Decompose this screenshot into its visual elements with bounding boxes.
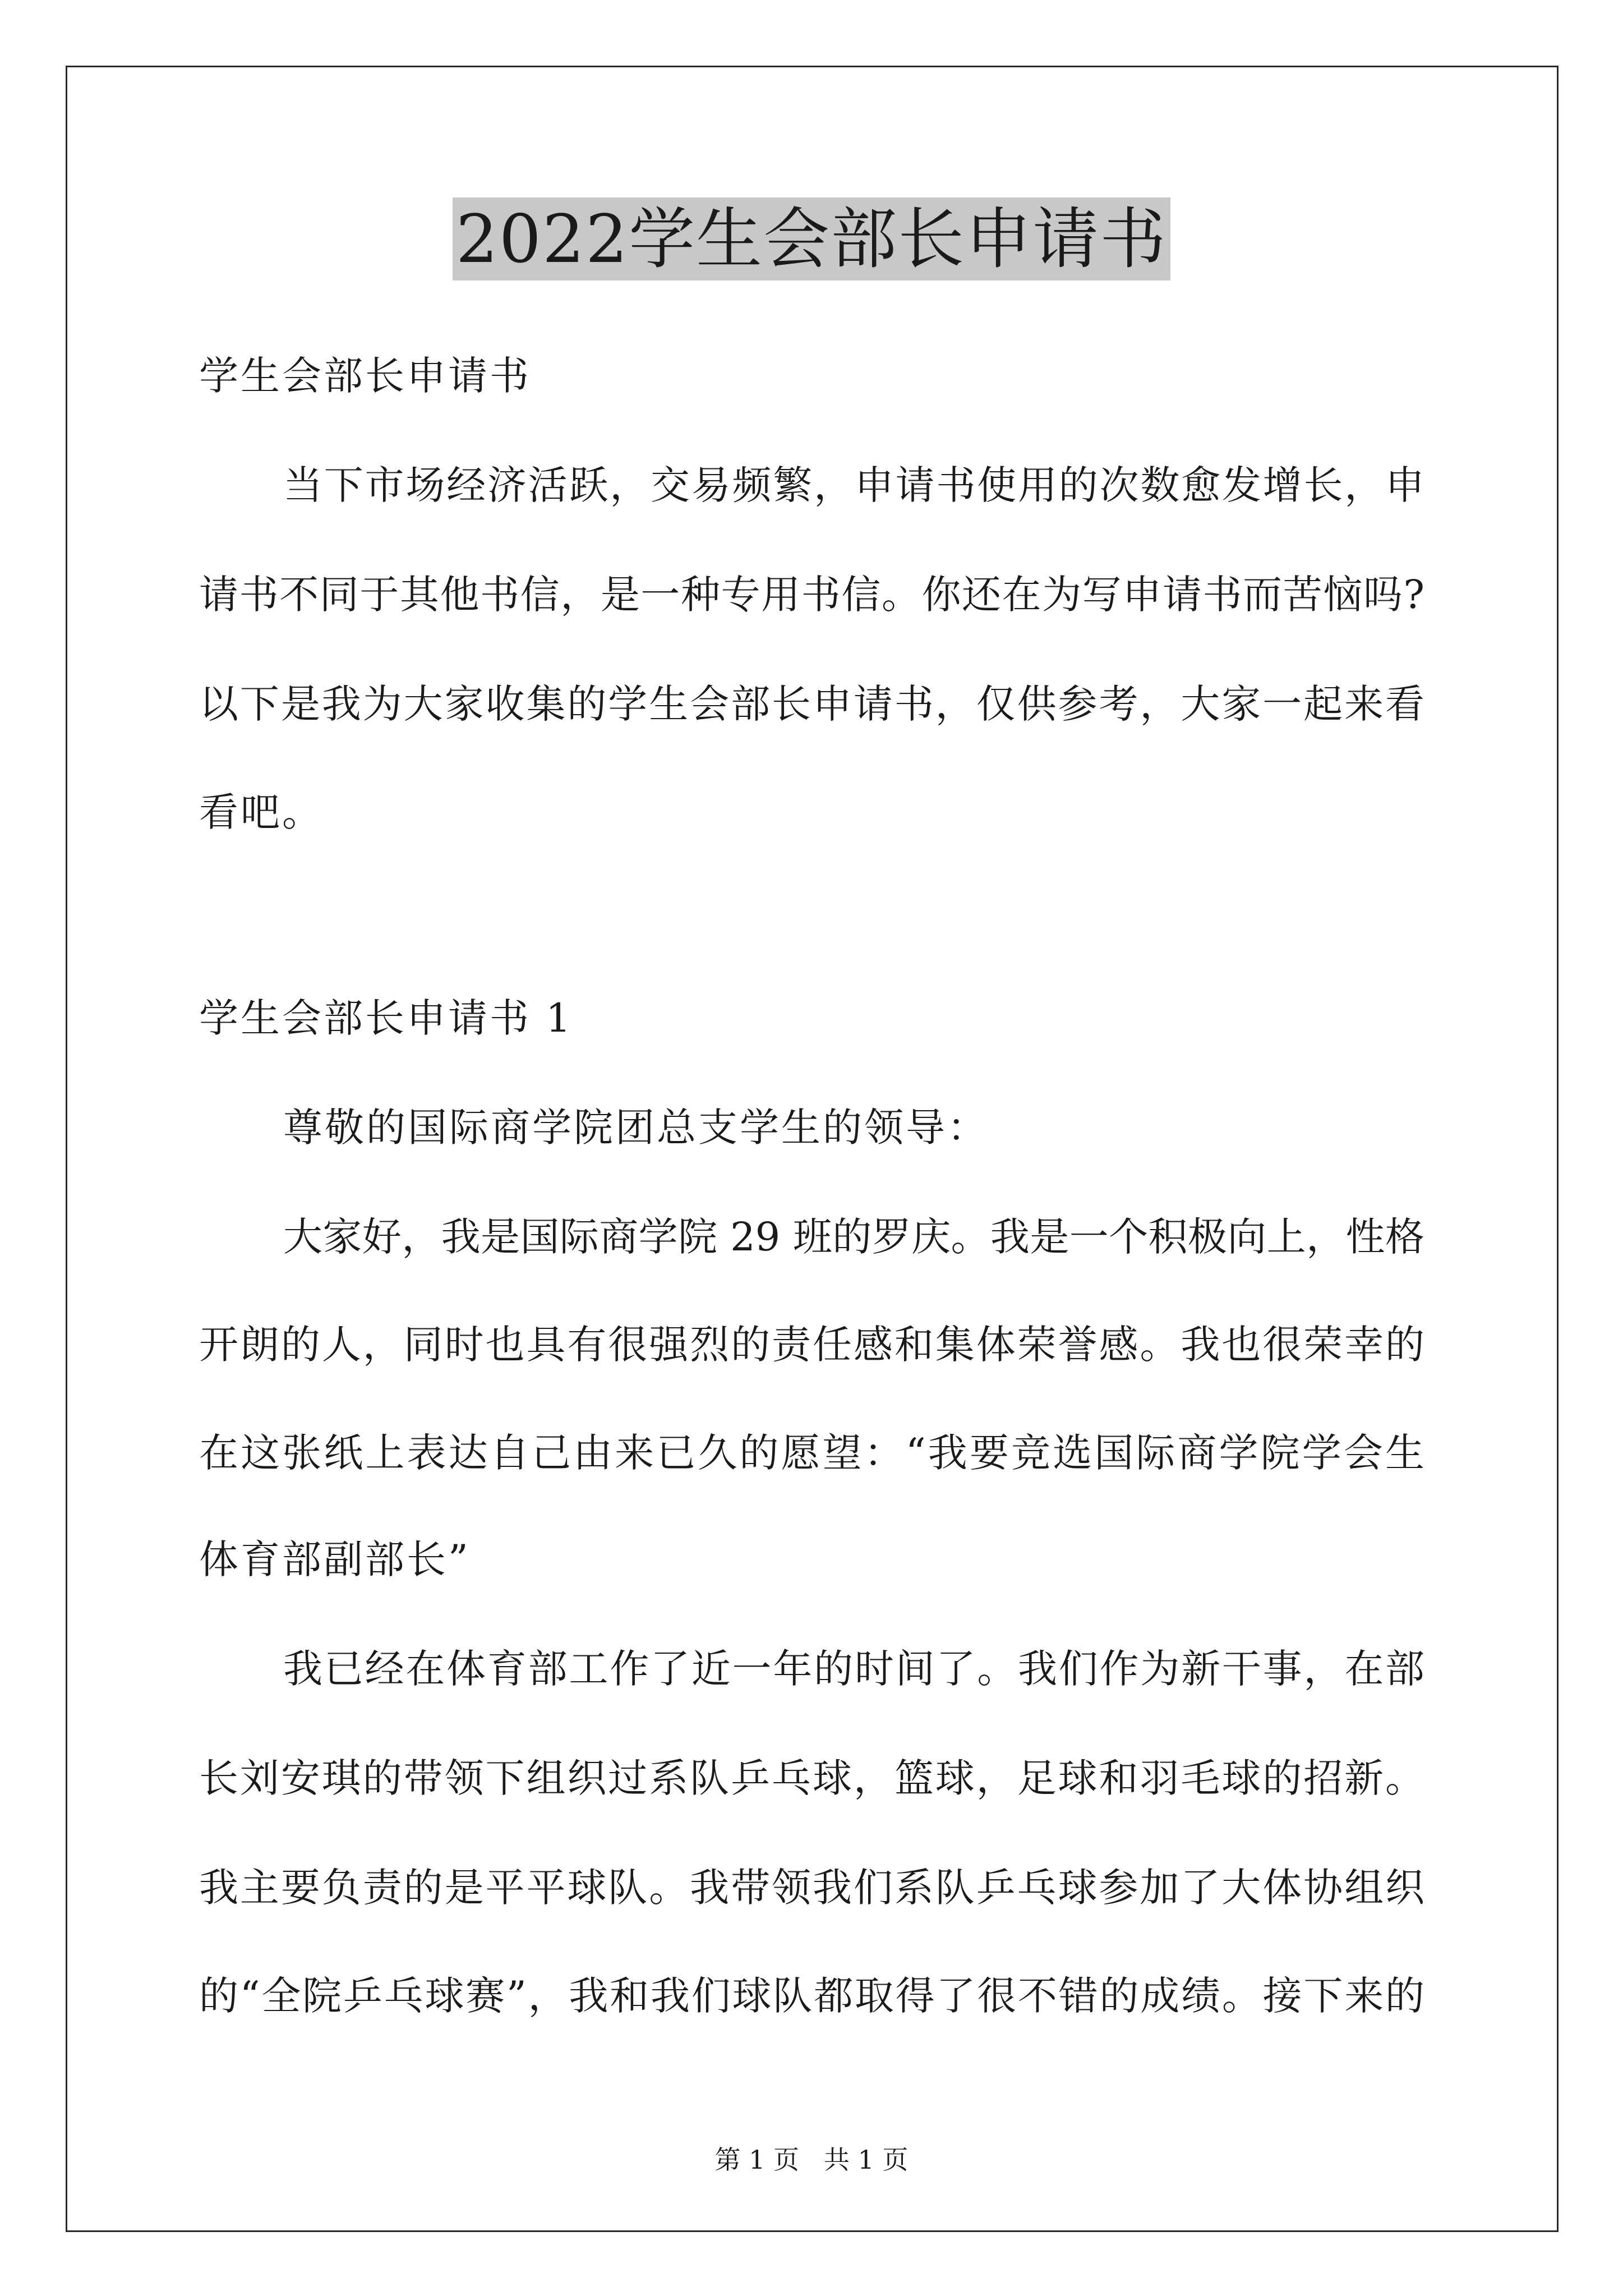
paragraph-line: 当下市场经济活跃，交易频繁，申请书使用的次数愈发增长，申 — [283, 462, 1424, 508]
paragraph-line: 的“全院乒乓球赛”，我和我们球队都取得了很不错的成绩。接下来的 — [199, 1973, 1424, 2019]
paragraph-line: 以下是我为大家收集的学生会部长申请书，仅供参考，大家一起来看 — [199, 681, 1424, 727]
paragraph-line: 在这张纸上表达自己由来已久的愿望：“我要竞选国际商学院学会生 — [199, 1430, 1424, 1476]
title-container — [0, 197, 1623, 280]
paragraph-line: 看吧。 — [199, 789, 324, 835]
paragraph-line: 长刘安琪的带领下组织过系队乒乓球，篮球，足球和羽毛球的招新。 — [199, 1755, 1424, 1801]
paragraph-line: 我已经在体育部工作了近一年的时间了。我们作为新干事，在部 — [283, 1646, 1424, 1692]
salutation: 尊敬的国际商学院团总支学生的领导： — [283, 1105, 989, 1151]
paragraph-line: 开朗的人，同时也具有很强烈的责任感和集体荣誉感。我也很荣幸的 — [199, 1322, 1424, 1368]
section-heading: 学生会部长申请书 1 — [199, 995, 573, 1041]
paragraph-line: 请书不同于其他书信，是一种专用书信。你还在为写申请书而苦恼吗? — [199, 572, 1424, 618]
paragraph-line: 体育部副部长” — [199, 1536, 471, 1582]
paragraph-line: 我主要负责的是平平球队。我带领我们系队乒乓球参加了大体协组织 — [199, 1865, 1424, 1911]
page-number-footer: 第 1 页 共 1 页 — [714, 2145, 909, 2175]
document-title: 2022学生会部长申请书 — [453, 197, 1170, 280]
paragraph-line: 大家好，我是国际商学院 29 班的罗庆。我是一个积极向上，性格 — [283, 1214, 1424, 1260]
section-heading: 学生会部长申请书 — [199, 353, 531, 399]
